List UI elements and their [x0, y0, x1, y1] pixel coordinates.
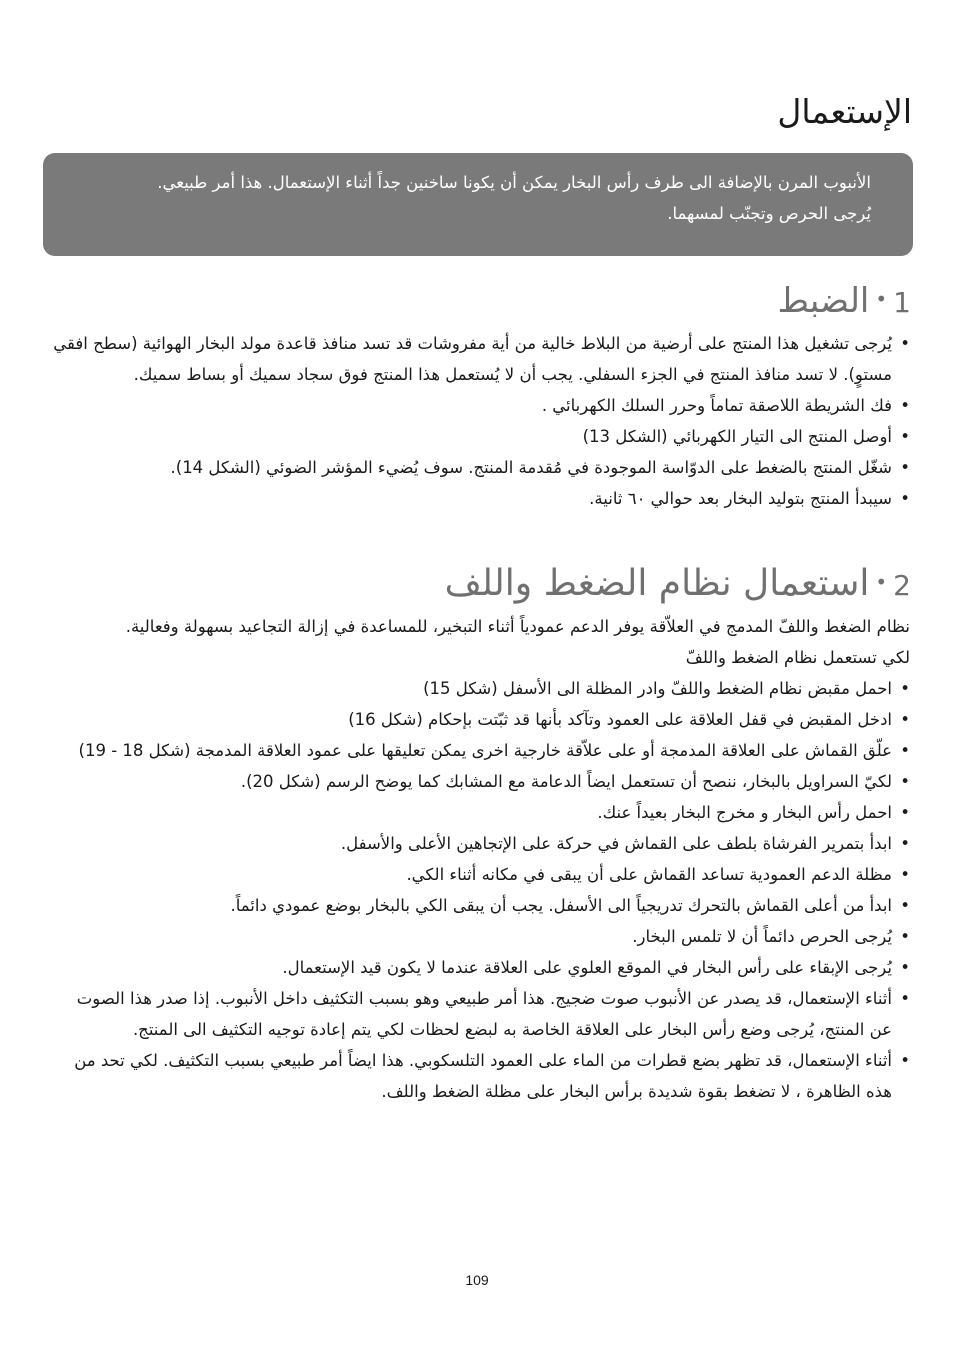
list-item: • احمل مقبض نظام الضغط واللفّ وادر المظلة الى الأسفل (شكل 15) — [50, 673, 910, 704]
list-item: • ادخل المقبض في قفل العلاقة على العمود وتآكد بأنها قد ثبّتت بإحكام (شكل 16) — [50, 704, 910, 735]
list-item: • ابدأ بتمرير الفرشاة بلطف على القماش في حركة على الإتجاهين الأعلى والأسفل. — [50, 828, 910, 859]
list-item: • علّق القماش على العلاقة المدمجة أو على علاّقة خارجية اخرى يمكن تعليقها على عمود العلاقة المدمجة (شكل 18 - 19) — [50, 735, 910, 766]
list-item: • ابدأ من أعلى القماش بالتحرك تدريجياً الى الأسفل. يجب أن يبقى الكي بالبخار بوضع عمودي دائماً. — [50, 890, 910, 921]
press-system-list — [50, 673, 910, 1107]
list-item: • أثناء الإستعمال، قد يصدر عن الأنبوب صوت ضجيج. هذا أمر طبيعي وهو بسبب التكثيف داخل الأنبوب. إذا صدر هذا الصوت عن المنتج، يُرجى وضع رأس البخار على العلاقة الخاصة به لبضع لحظات لكي يتم إعادة توجيه التكثيف الى المنتج. — [50, 983, 910, 1045]
list-item: • يُرجى الحرص دائماً أن لا تلمس البخار. — [50, 921, 910, 952]
warning-note-line: يُرجى الحرص وتجنّب لمسهما. — [667, 204, 871, 223]
section-title: استعمال نظام الضغط واللف — [444, 563, 870, 604]
list-item: • يُرجى تشغيل هذا المنتج على أرضية من البلاط خالية من أية مفروشات قد تسد منافذ قاعدة مولد البخار الهوائية (سطح افقي مستوٍ). لا تسد منافذ المنتج في الجزء السفلي. يجب أن لا يُستعمل هذا المنتج فوق سجاد سميك أو بساط سميك. — [50, 328, 910, 390]
list-item: • مظلة الدعم العمودية تساعد القماش على أن يبقى في مكانه أثناء الكي. — [50, 859, 910, 890]
section-heading-press-system — [445, 564, 911, 604]
page-title: الإستعمال — [777, 92, 912, 131]
list-item: • لكيّ السراويل بالبخار، ننصح أن تستعمل ايضاً الدعامة مع المشابك كما يوضح الرسم (شكل 20). — [50, 766, 910, 797]
section-number: 2 — [893, 569, 911, 602]
section-intro: نظام الضغط واللفّ المدمج في العلاّقة يوفر الدعم عمودياً أثناء التبخير، للمساعدة في إزالة التجاعيد بسهولة وفعالية. — [125, 617, 910, 636]
section-lead: لكي تستعمل نظام الضغط واللفّ — [685, 648, 910, 667]
setup-list — [50, 328, 910, 514]
list-item: • يُرجى الإبقاء على رأس البخار في الموقع العلوي على العلاقة عندما لا يكون قيد الإستعمال. — [50, 952, 910, 983]
section-body-setup — [50, 328, 910, 514]
list-item: • أوصل المنتج الى التيار الكهربائي (الشكل 13) — [50, 421, 910, 452]
list-item: • احمل رأس البخار و مخرج البخار بعيداً عنك. — [50, 797, 910, 828]
list-item: • أثناء الإستعمال، قد تظهر بضع قطرات من الماء على العمود التلسكوبي. هذا ايضاً أمر طبيعي بسبب التكثيف. لكي تحد من هذه الظاهرة ، لا تضغط بقوة شديدة برأس البخار على مظلة الضغط واللف. — [50, 1045, 910, 1107]
warning-note-box — [43, 153, 913, 256]
list-item: • شغّل المنتج بالضغط على الدوّاسة الموجودة في مُقدمة المنتج. سوف يُضيء المؤشر الضوئي (الشكل 14). — [50, 452, 910, 483]
bullet-dot-icon: • — [875, 570, 888, 594]
warning-note-line: الأنبوب المرن بالإضافة الى طرف رأس البخار يمكن أن يكونا ساخنين جداً أثناء الإستعمال. هذا أمر طبيعي. — [157, 173, 871, 192]
section-number: 1 — [893, 286, 911, 319]
list-item: • سيبدأ المنتج بتوليد البخار بعد حوالي ٦٠ ثانية. — [50, 483, 910, 514]
page-number: 109 — [465, 1272, 489, 1288]
list-item: • فك الشريطة اللاصقة تماماً وحرر السلك الكهربائي . — [50, 390, 910, 421]
section-body-press-system — [50, 611, 910, 1107]
bullet-dot-icon: • — [875, 287, 888, 311]
section-heading-setup — [778, 283, 911, 320]
section-title: الضبط — [777, 281, 870, 321]
